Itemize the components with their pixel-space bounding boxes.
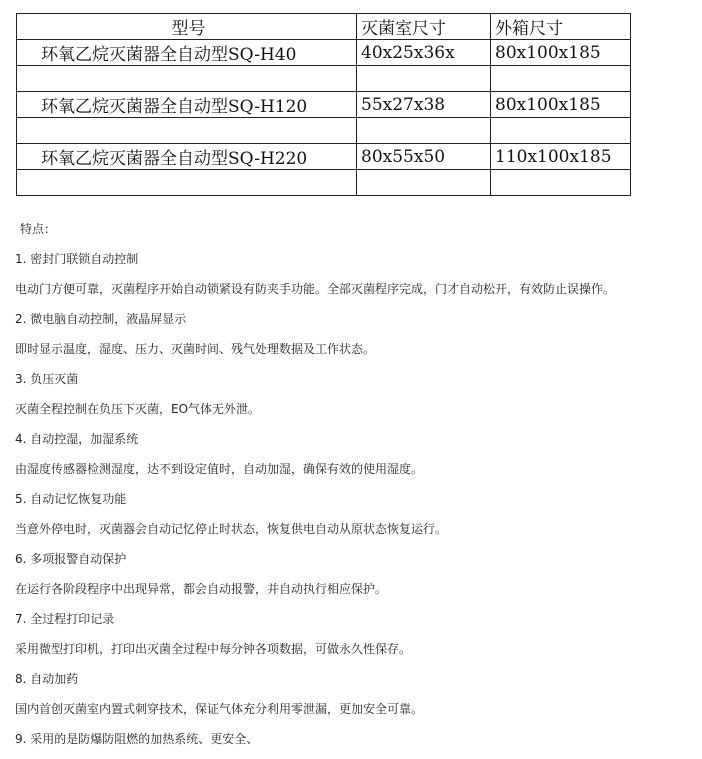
table-row: [17, 118, 631, 144]
header-model: 型号: [17, 14, 357, 40]
feature-desc: 当意外停电时，灭菌器会自动记忆停止时状态，恢复供电自动从原状态恢复运行。: [15, 522, 448, 536]
cell-empty: [357, 118, 491, 144]
cell-empty: [357, 66, 491, 92]
table-row: [17, 170, 631, 196]
spec-table: [16, 13, 631, 196]
cell-empty: [491, 118, 631, 144]
cell-model: 环氧乙烷灭菌器全自动型SQ-H220: [17, 144, 357, 170]
cell-model: 环氧乙烷灭菌器全自动型SQ-H120: [17, 92, 357, 118]
feature-desc: 即时显示温度，湿度、压力、灭菌时间、残气处理数据及工作状态。: [15, 342, 376, 356]
cell-box: 110x100x185: [491, 144, 631, 170]
feature-title: 6. 多项报警自动保护: [15, 552, 127, 566]
header-box-size: 外箱尺寸: [491, 14, 631, 40]
feature-title: 1. 密封门联锁自动控制: [15, 252, 139, 266]
features-title: 特点：: [20, 222, 57, 236]
cell-empty: [357, 170, 491, 196]
feature-title: 3. 负压灭菌: [15, 372, 79, 386]
feature-title: 4. 自动控湿，加湿系统: [15, 432, 139, 446]
cell-chamber: 80x55x50: [357, 144, 491, 170]
cell-empty: [17, 118, 357, 144]
cell-chamber: 40x25x36x: [357, 40, 491, 66]
cell-chamber: 55x27x38: [357, 92, 491, 118]
cell-empty: [17, 170, 357, 196]
feature-title: 5. 自动记忆恢复功能: [15, 492, 127, 506]
feature-title: 8. 自动加药: [15, 672, 79, 686]
header-chamber-size: 灭菌室尺寸: [357, 14, 491, 40]
feature-desc: 在运行各阶段程序中出现异常，都会自动报警，并自动执行相应保护。: [15, 582, 388, 596]
cell-box: 80x100x185: [491, 92, 631, 118]
cell-empty: [17, 66, 357, 92]
table-row: [17, 40, 631, 66]
feature-desc: 由湿度传感器检测湿度，达不到设定值时，自动加湿，确保有效的使用湿度。: [15, 462, 424, 476]
cell-box: 80x100x185: [491, 40, 631, 66]
cell-empty: [491, 170, 631, 196]
table-header-row: [17, 14, 631, 40]
table-row: [17, 66, 631, 92]
feature-title: 9. 采用的是防爆防阻燃的加热系统、更安全、: [15, 732, 259, 746]
feature-title: 7. 全过程打印记录: [15, 612, 115, 626]
table-row: [17, 92, 631, 118]
cell-model: 环氧乙烷灭菌器全自动型SQ-H40: [17, 40, 357, 66]
feature-title: 2. 微电脑自动控制，液晶屏显示: [15, 312, 187, 326]
feature-desc: 国内首创灭菌室内置式刺穿技术，保证气体充分利用零泄漏，更加安全可靠。: [15, 702, 424, 716]
table-row: [17, 144, 631, 170]
feature-desc: 电动门方便可靠，灭菌程序开始自动锁紧设有防夹手功能。全部灭菌程序完成，门才自动松开，有效防止误操作。: [15, 282, 616, 296]
feature-desc: 采用微型打印机，打印出灭菌全过程中每分钟各项数据，可做永久性保存。: [15, 642, 412, 656]
feature-desc: 灭菌全程控制在负压下灭菌，EO气体无外泄。: [15, 402, 261, 416]
cell-empty: [491, 66, 631, 92]
